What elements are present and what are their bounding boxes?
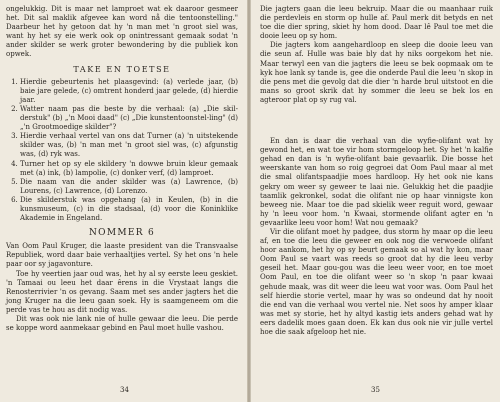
exercise-item: 1. Hierdie gebeurtenis het plaasgevind: (a) verlede jaar, (b) baie jare gelede, (c) omtrent honderd jaar gelede, (d) hierdie jaar. [20,78,238,105]
exercise-list [6,78,238,224]
section-heading: TAKE EN TOETSE [73,64,171,74]
body-paragraph: Toe hy veertien jaar oud was, het hy al sy eerste leeu geskiet. 'n Tamaai ou leeu het daar êrens in die Vrystaat langs die Renosterrivier 'n os gevang. Saam met ses ander jagters het die jong Kruger na die leeu gaan soek. Hy is saamgeneem om die perde vas te hou as dit nodig was. [6,269,238,314]
page-number: 34 [120,386,129,394]
paragraph-gap [260,105,493,137]
exercise-item: 5. Die naam van die ander skilder was (a) Lawrence, (b) Lourens, (c) Lawrence, (d) Lorenzo. [20,178,238,196]
right-page-text [260,5,493,337]
body-paragraph: Dit was ook nie lank nie of hulle gewaar die leeu. Die perde se koppe word aanmekaar gebind en Paul moet hulle vashou. [6,315,238,333]
body-paragraph: Van Oom Paul Kruger, die laaste president van die Transvaalse Republiek, word daar baie verhaaltjies vertel. Sy het ons 'n hele paar oor sy jagavonture. [6,242,238,269]
exercise-item: 3. Hierdie verhaal vertel van ons dat Turner (a) 'n uitstekende skilder was, (b) 'n man met 'n groot siel was, (c) afgunstig was, (d) ryk was. [20,132,238,159]
page-number: 35 [371,386,380,394]
body-paragraph: Vir die olifant moet hy padgee, dus storm hy maar op die leeu af, en toe die leeu die geweer en ook nog die verwoede olifant hoor aankom, het hy op sy beurt gemaak so al wat hy kon, maar Oom Paul se vaart was reeds so groot dat hy die leeu verby geseil het. Maar gou-gou was die leeu weer voor, en toe moet Oom Paul, en toe die olifant weer so 'n skop 'n paar kwaai gehude maak, was dit weer die leeu wat voor was. Oom Paul het self hierdie storie vertel, maar hy was so ondeund dat hy nooit die end van die verhaal wou vertel nie. Net soos hy amper klaar was met sy storie, het hy altyd kastig iets anders gehad wat hy eers dadelik moes gaan doen. Ek kan dus ook nie vir julle vertel hoe die saak afgeloop het nie. [260,227,493,336]
right-page [251,0,500,402]
exercise-item: 6. Die skilderstuk was opgehang (a) in Keulen, (b) in die kunsmuseum, (c) in die stadsaal, (d) voor die Koninklike Akademie in Engeland. [20,196,238,223]
exercise-item: 2. Watter naam pas die beste by die verhaal: (a) „Die skil-derstuk" (b) „'n Mooi daad" (c) „Die kunstentoonstel-ling" (d) „'n Grootmoedige skilder"? [20,105,238,132]
left-paragraph: ongelukkig. Dit is maar net lamproet wat ek daaroor gesmeer het. Dit sal maklik afgevee kan word nå die tentoonstelling." Daarbeur het hy getoon dat hy 'n man met 'n groot siel was, want hy het sy eie werk ook op onintressant gemaak sodat 'n ander skilder se werk groter bewondering by die publiek kon opwek. [6,5,238,59]
body-paragraph: Die jagters kom aangehardloop en sleep die dooie leeu van die seun af. Hulle was baie bly dat hy niks oorgekom het nie. Maar terwyl een van die jagters die leeu se bek oopmaak om te kyk hoe lank sy tande is, gee die onderde Paul die leeu 'n skop in die pens met die gevolg dat die dier 'n harde brul uitstoot en die mans so groot skrik dat hy sommer die leeu se bek los en agteroor plat op sy rug val. [260,41,493,104]
chapter-heading: NOMMER 6 [88,228,156,239]
body-paragraph: Die jagters gaan die leeu bekruip. Maar die ou maanhaar ruik die perdevleis en storm op hulle af. Paul merk dit betyds en net toe die dier spring, skiet hy hom dood. Daar lê Paul toe met die dooie leeu op sy hom. [260,5,493,41]
body-paragraph: En dan is daar die verhaal van die wyfie-olifant wat hy gewond het, en wat toe vir hom stormgeloop het. Sy het 'n kalfie gehad en dan is 'n wyfie-olifant baie gevaarlik. Die bosse het weerskante van hom so roig gegroei dat Oom Paul maar al met die smal olifantspaadjie moes hardloop. Hy het ook nie kans gekry om weer sy geweer te laai nie. Gelukkig het die paadjie taamlik gekronkel, sodat die olifant nie op haar vinnigste kon beweeg nie. Maar toe die pad skielik weer reguit word, gewaar hy 'n leeu voor hom. 'n Kwaai, stormende olifant agter en 'n gevaarlike leeu voor hom! Wat nou gemaak? [260,137,493,227]
left-page-text [6,5,238,333]
left-page [0,0,247,402]
exercise-item: 4. Turner het op sy ele skildery 'n dowwe bruin kleur gemaak met (a) ink, (b) lampolie, (c) donker verf, (d) lamproet. [20,160,238,178]
